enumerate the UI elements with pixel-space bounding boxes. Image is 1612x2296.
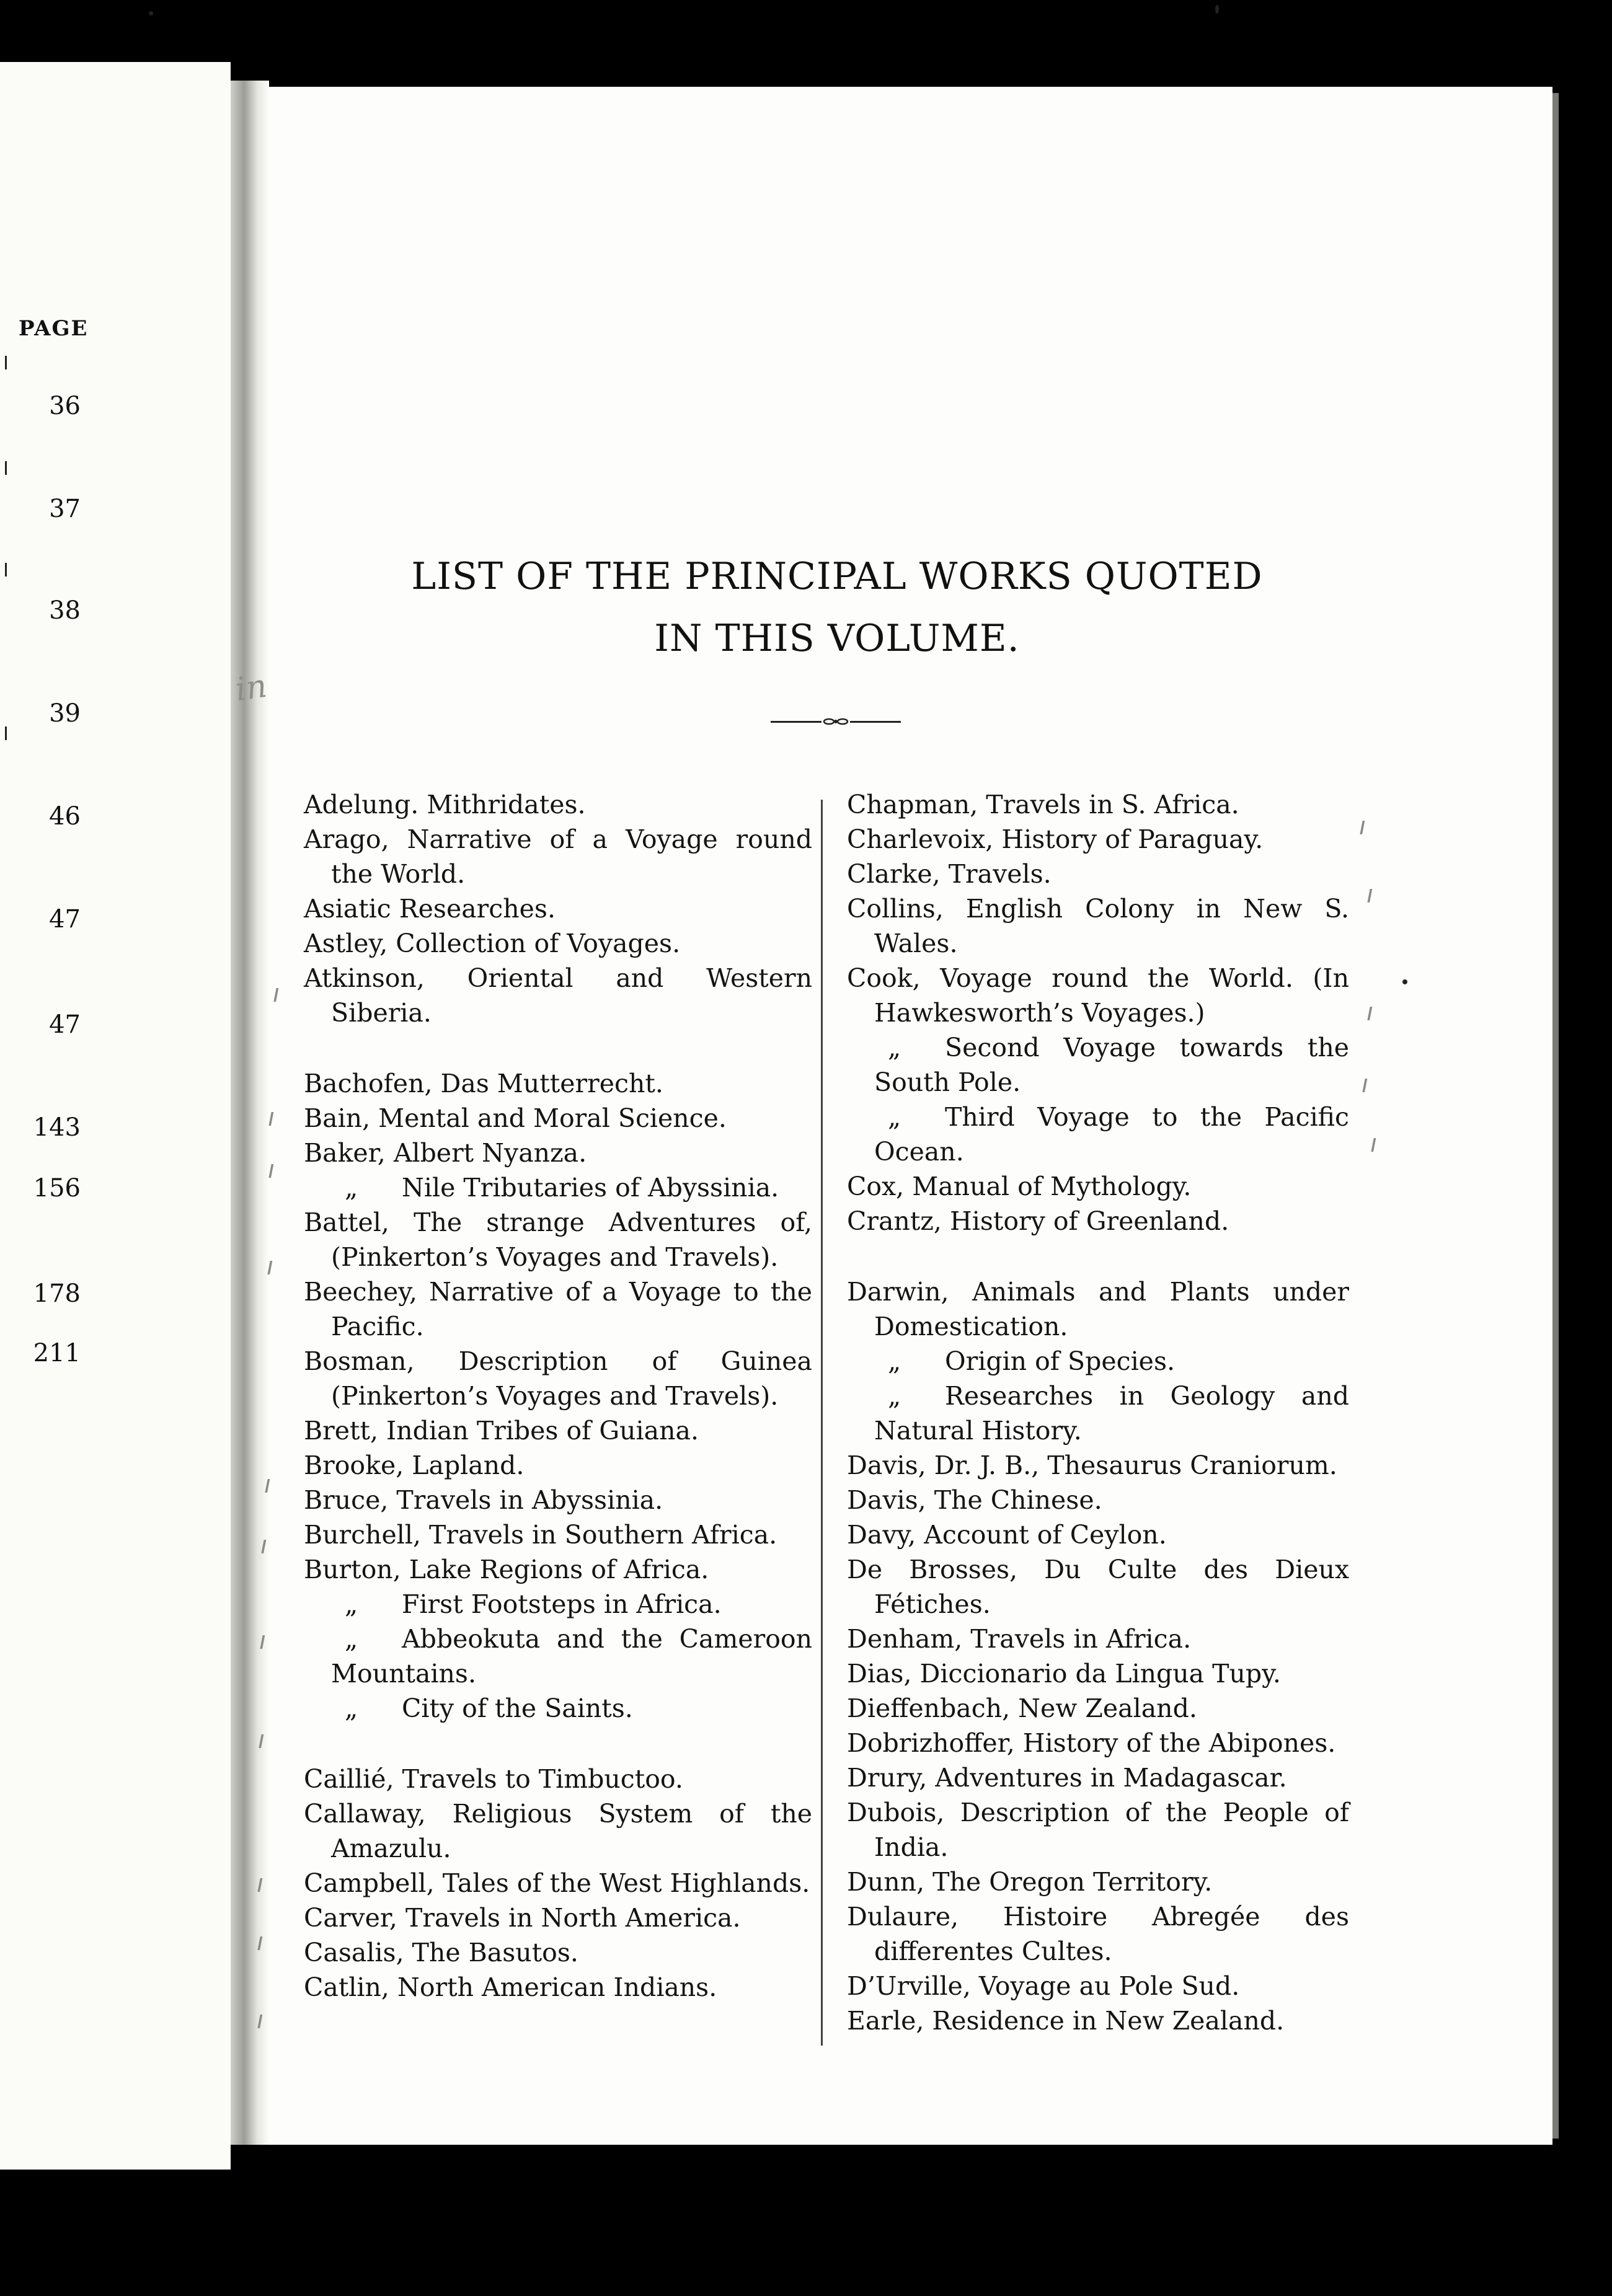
reference-entry: „ Abbeokuta and the Cameroon Mountains. xyxy=(331,1624,812,1689)
pencil-check-mark: ı xyxy=(1359,812,1366,841)
reference-entry: Dubois, Description of the People of India. xyxy=(847,1798,1349,1862)
reference-entry: Drury, Adventures in Madagascar. xyxy=(847,1763,1287,1793)
reference-entry: „ Nile Tributaries of Abyssinia. xyxy=(345,1173,779,1203)
pencil-check-mark: ı xyxy=(257,1870,264,1898)
pencil-check-mark: ı xyxy=(264,1470,272,1499)
pencil-check-mark: ı xyxy=(268,1155,275,1184)
reference-entry: „ City of the Saints. xyxy=(345,1693,633,1723)
reference-entry: „ Researches in Geology and Natural History. xyxy=(874,1381,1349,1446)
reference-entry: Arago, Narrative of a Voyage round the World. xyxy=(304,824,812,889)
reference-entry: Davis, The Chinese. xyxy=(847,1485,1102,1515)
page-number: 36 xyxy=(49,392,81,420)
page-edge xyxy=(1552,93,1559,2139)
reference-entry: Crantz, History of Greenland. xyxy=(847,1206,1229,1236)
reference-entry: Bosman, Description of Guinea (Pinkerton’s Voyages and Travels). xyxy=(304,1346,812,1411)
reference-entry: Catlin, North American Indians. xyxy=(304,1972,717,2002)
pencil-check-mark: ı xyxy=(257,2006,264,2034)
reference-entry: „ Second Voyage towards the South Pole. xyxy=(874,1033,1349,1097)
page-number: 156 xyxy=(33,1174,81,1203)
reference-entry: Carver, Travels in North America. xyxy=(304,1903,741,1933)
reference-entry: De Brosses, Du Culte des Dieux Fétiches. xyxy=(847,1555,1349,1619)
reference-entry: Burchell, Travels in Southern Africa. xyxy=(304,1520,777,1550)
reference-entry: „ Third Voyage to the Pacific Ocean. xyxy=(874,1102,1349,1167)
pencil-check-mark: ı xyxy=(1370,1129,1378,1158)
reference-entry: Earle, Residence in New Zealand. xyxy=(847,2006,1285,2036)
reference-entry: Callaway, Religious System of the Amazulu. xyxy=(304,1799,812,1863)
pencil-check-mark: ı xyxy=(268,1103,275,1132)
reference-entry: Collins, English Colony in New S. Wales. xyxy=(847,894,1349,958)
reference-entry: Davis, Dr. J. B., Thesaurus Craniorum. xyxy=(847,1450,1337,1480)
page-number: 39 xyxy=(49,699,81,728)
pencil-check-mark: ı xyxy=(1366,998,1374,1027)
page-number: 37 xyxy=(49,495,81,523)
pencil-check-mark: ı xyxy=(1366,880,1374,909)
reference-entry: Casalis, The Basutos. xyxy=(304,1938,578,1967)
page-number: 47 xyxy=(49,1010,81,1039)
reference-entry: Clarke, Travels. xyxy=(847,859,1052,889)
reference-entry: Beechey, Narrative of a Voyage to the Pacific. xyxy=(304,1277,812,1341)
reference-entry: Campbell, Tales of the West Highlands. xyxy=(304,1868,810,1898)
title-block xyxy=(347,545,1327,669)
reference-entry: Brett, Indian Tribes of Guiana. xyxy=(304,1416,699,1446)
references-right-column xyxy=(847,787,1349,2038)
dust-speck xyxy=(1215,5,1219,14)
pencil-check-mark: ı xyxy=(259,1627,267,1655)
margin-tick xyxy=(5,461,7,475)
book-gutter xyxy=(231,81,272,2145)
page-subtitle: IN THIS VOLUME. xyxy=(654,617,1020,660)
reference-entry: Dulaure, Histoire Abregée des differentes Cultes. xyxy=(847,1902,1349,1966)
reference-entry: Darwin, Animals and Plants under Domestication. xyxy=(847,1277,1349,1341)
reference-entry: Dunn, The Oregon Territory. xyxy=(847,1867,1213,1897)
reference-entry: Chapman, Travels in S. Africa. xyxy=(847,790,1239,819)
reference-entry: Adelung. Mithridates. xyxy=(304,790,586,819)
reference-entry: Charlevoix, History of Paraguay. xyxy=(847,824,1264,854)
margin-tick xyxy=(5,563,7,576)
reference-entry: Atkinson, Oriental and Western Siberia. xyxy=(304,963,812,1028)
page-number: 143 xyxy=(33,1113,81,1142)
reference-entry: Astley, Collection of Voyages. xyxy=(304,929,681,958)
title-ornament xyxy=(771,718,901,725)
reference-entry: Dieffenbach, New Zealand. xyxy=(847,1693,1197,1723)
references-left-column xyxy=(304,787,812,2005)
column-divider xyxy=(821,800,823,2046)
pencil-check-mark: ı xyxy=(1362,1070,1369,1098)
reference-entry: D’Urville, Voyage au Pole Sud. xyxy=(847,1971,1240,2001)
reference-entry: „ Origin of Species. xyxy=(888,1346,1176,1376)
page-number: 211 xyxy=(33,1339,81,1367)
reference-entry: Baker, Albert Nyanza. xyxy=(304,1138,587,1168)
reference-entry: Bachofen, Das Mutterrecht. xyxy=(304,1069,663,1098)
reference-entry: Battel, The strange Adventures of, (Pinkerton’s Voyages and Travels). xyxy=(304,1208,812,1272)
dust-speck xyxy=(149,11,153,15)
pencil-check-mark: ı xyxy=(273,979,280,1008)
reference-entry: Dias, Diccionario da Lingua Tupy. xyxy=(847,1659,1281,1689)
page-number: 178 xyxy=(33,1279,81,1308)
margin-tick xyxy=(5,356,7,369)
page-column-header: PAGE xyxy=(19,316,89,341)
page-number: 47 xyxy=(49,905,81,934)
page-number: 38 xyxy=(49,596,81,625)
pencil-check-mark: ı xyxy=(267,1252,274,1281)
pencil-check-mark: ı xyxy=(258,1726,265,1754)
reference-entry: Brooke, Lapland. xyxy=(304,1450,525,1480)
reference-entry: Asiatic Researches. xyxy=(304,894,556,924)
pencil-check-mark: ı xyxy=(257,1928,264,1956)
reference-entry: Bruce, Travels in Abyssinia. xyxy=(304,1485,663,1515)
reference-entry: Davy, Account of Ceylon. xyxy=(847,1520,1167,1550)
pencil-check-mark: ı xyxy=(260,1531,268,1560)
page-number: 46 xyxy=(49,802,81,831)
reference-entry: Bain, Mental and Moral Science. xyxy=(304,1103,727,1133)
reference-entry: Caillié, Travels to Timbuctoo. xyxy=(304,1764,683,1794)
reference-entry: Cox, Manual of Mythology. xyxy=(847,1172,1192,1201)
page-title: LIST OF THE PRINCIPAL WORKS QUOTED xyxy=(411,555,1263,598)
reference-entry: Cook, Voyage round the World. (In Hawkesworth’s Voyages.) xyxy=(847,963,1349,1028)
reference-entry: Burton, Lake Regions of Africa. xyxy=(304,1555,709,1584)
reference-entry: Dobrizhoffer, History of the Abipones. xyxy=(847,1728,1336,1758)
dust-speck xyxy=(1402,979,1407,984)
pencil-annotation: in xyxy=(233,667,270,709)
reference-entry: „ First Footsteps in Africa. xyxy=(345,1589,722,1619)
reference-entry: Denham, Travels in Africa. xyxy=(847,1624,1192,1654)
margin-tick xyxy=(5,726,7,740)
